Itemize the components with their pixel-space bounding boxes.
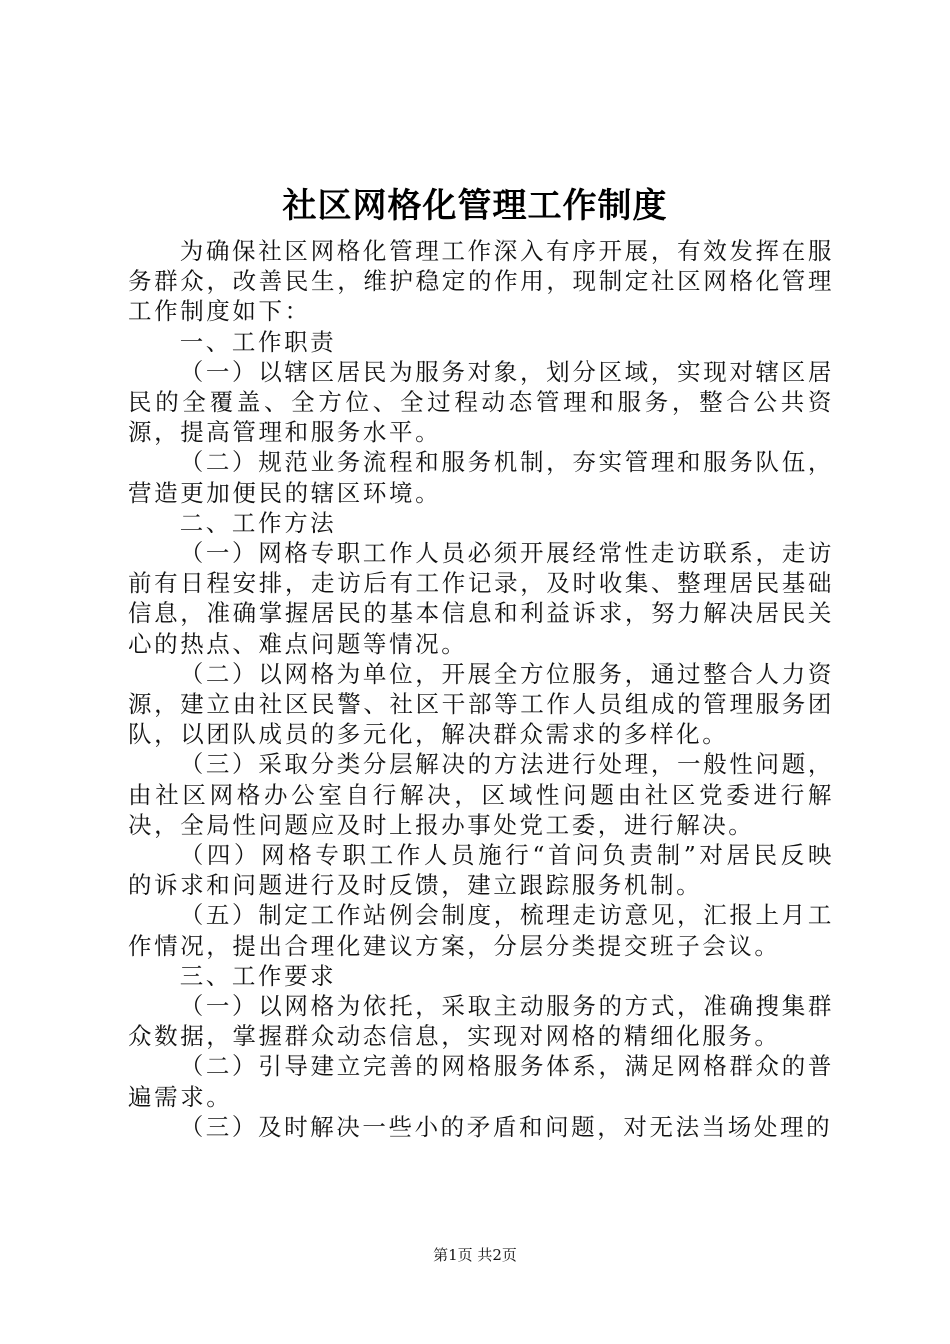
paragraph: （一）以网格为依托，采取主动服务的方式，准确搜集群众数据，掌握群众动态信息，实现对网格的精细化服务。	[128, 992, 834, 1051]
paragraph: （三）及时解决一些小的矛盾和问题，对无法当场处理的	[179, 1112, 833, 1141]
section-heading-2: 二、工作方法	[179, 508, 337, 537]
paragraph: （三）采取分类分层解决的方法进行处理，一般性问题，由社区网格办公室自行解决，区域性问题由社区党委进行解决，全局性问题应及时上报办事处党工委，进行解决。	[128, 750, 834, 839]
paragraph: （五）制定工作站例会制度，梳理走访意见，汇报上月工作情况，提出合理化建议方案，分层分类提交班子会议。	[128, 901, 834, 960]
paragraph-intro: 为确保社区网格化管理工作深入有序开展，有效发挥在服务群众，改善民生，维护稳定的作用，现制定社区网格化管理工作制度如下：	[128, 237, 834, 326]
paragraph: （一）网格专职工作人员必须开展经常性走访联系，走访前有日程安排，走访后有工作记录，及时收集、整理居民基础信息，准确掌握居民的基本信息和利益诉求，努力解决居民关心的热点、难点问题等情况。	[128, 539, 834, 658]
page-number-footer: 第1页 共2页	[433, 1246, 517, 1264]
section-heading-3: 三、工作要求	[179, 961, 337, 990]
paragraph: （二）引导建立完善的网格服务体系，满足网格群众的普遍需求。	[128, 1052, 834, 1111]
section-heading-1: 一、工作职责	[179, 327, 337, 356]
paragraph: （一）以辖区居民为服务对象，划分区域，实现对辖区居民的全覆盖、全方位、全过程动态管理和服务，整合公共资源，提高管理和服务水平。	[128, 357, 834, 447]
paragraph: （四）网格专职工作人员施行“首问负责制”对居民反映的诉求和问题进行及时反馈，建立跟踪服务机制。	[128, 841, 834, 900]
paragraph: （二）规范业务流程和服务机制，夯实管理和服务队伍，营造更加便民的辖区环境。	[128, 448, 834, 507]
document-title: 社区网格化管理工作制度	[282, 186, 668, 226]
document-body	[128, 236, 834, 1142]
paragraph: （二）以网格为单位，开展全方位服务，通过整合人力资源，建立由社区民警、社区干部等工作人员组成的管理服务团队，以团队成员的多元化，解决群众需求的多样化。	[128, 659, 834, 749]
